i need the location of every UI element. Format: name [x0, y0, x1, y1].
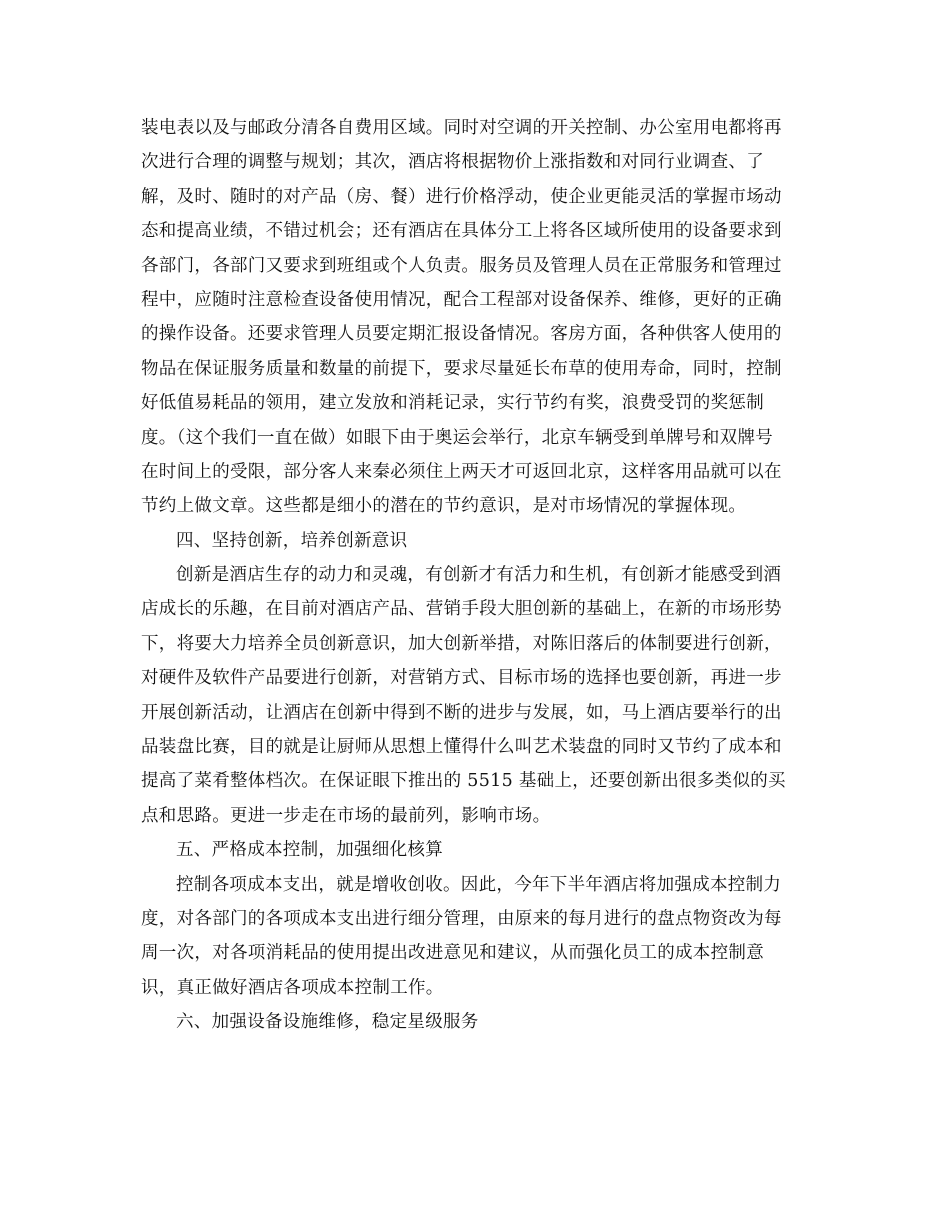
text-line: 周一次，对各项消耗品的使用提出改进意见和建议，从而强化员工的成本控制意 — [141, 943, 764, 964]
section-heading-cost-control: 五、严格成本控制，加强细化核算 — [176, 840, 443, 861]
text-line: 开展创新活动，让酒店在创新中得到不断的进步与发展，如，马上酒店要举行的出 — [141, 702, 782, 723]
text-line: 节约上做文章。这些都是细小的潜在的节约意识，是对市场情况的掌握体现。 — [141, 496, 747, 517]
text-line: 好低值易耗品的领用，建立发放和消耗记录，实行节约有奖，浪费受罚的奖惩制 — [141, 393, 764, 414]
paragraph-innovation — [141, 558, 809, 833]
text-line: 各部门，各部门又要求到班组或个人负责。服务员及管理人员在正常服务和管理过 — [141, 255, 782, 276]
section-heading-maintenance: 六、加强设备设施维修，稳定星级服务 — [176, 1012, 479, 1033]
section-heading-innovation: 四、坚持创新，培养创新意识 — [176, 530, 408, 551]
text-line: 品装盘比赛，目的就是让厨师从思想上懂得什么叫艺术装盘的同时又节约了成本和 — [141, 737, 782, 758]
text-line: 度。（这个我们一直在做）如眼下由于奥运会举行，北京车辆受到单牌号和双牌号 — [141, 427, 774, 448]
text-line: 物品在保证服务质量和数量的前提下，要求尽量延长布草的使用寿命，同时，控制 — [141, 358, 782, 379]
text-line: 解，及时、随时的对产品（房、餐）进行价格浮动，使企业更能灵活的掌握市场动 — [141, 186, 782, 207]
text-line: 的操作设备。还要求管理人员要定期汇报设备情况。客房方面，各种供客人使用的 — [141, 324, 782, 345]
text-line: 态和提高业绩，不错过机会；还有酒店在具体分工上将各区域所使用的设备要求到 — [141, 221, 782, 242]
paragraph-energy-saving — [141, 111, 809, 524]
text-line: 控制各项成本支出，就是增收创收。因此，今年下半年酒店将加强成本控制力 — [176, 874, 782, 895]
text-line: 在时间上的受限，部分客人来秦必须住上两天才可返回北京，这样客用品就可以在 — [141, 461, 782, 482]
text-line: 提高了菜肴整体档次。在保证眼下推出的 5515 基础上，还要创新出很多类似的买 — [141, 771, 786, 792]
text-line: 程中，应随时注意检查设备使用情况，配合工程部对设备保养、维修，更好的正确 — [141, 289, 782, 310]
text-line: 装电表以及与邮政分清各自费用区域。同时对空调的开关控制、办公室用电都将再 — [141, 118, 782, 138]
text-line: 点和思路。更进一步走在市场的最前列，影响市场。 — [141, 805, 551, 826]
text-line: 店成长的乐趣，在目前对酒店产品、营销手段大胆创新的基础上，在新的市场形势 — [141, 599, 782, 620]
text-line: 度，对各部门的各项成本支出进行细分管理，由原来的每月进行的盘点物资改为每 — [141, 908, 782, 929]
text-line: 对硬件及软件产品要进行创新，对营销方式、目标市场的选择也要创新，再进一步 — [141, 668, 782, 689]
text-line: 下，将要大力培养全员创新意识，加大创新举措，对陈旧落后的体制要进行创新， — [141, 633, 782, 654]
text-line: 识，真正做好酒店各项成本控制工作。 — [141, 977, 444, 998]
text-line: 创新是酒店生存的动力和灵魂，有创新才有活力和生机，有创新才能感受到酒 — [176, 565, 782, 586]
document-page — [141, 111, 809, 1040]
text-line: 次进行合理的调整与规划；其次，酒店将根据物价上涨指数和对同行业调查、了 — [141, 152, 764, 173]
paragraph-cost-control — [141, 868, 809, 1006]
